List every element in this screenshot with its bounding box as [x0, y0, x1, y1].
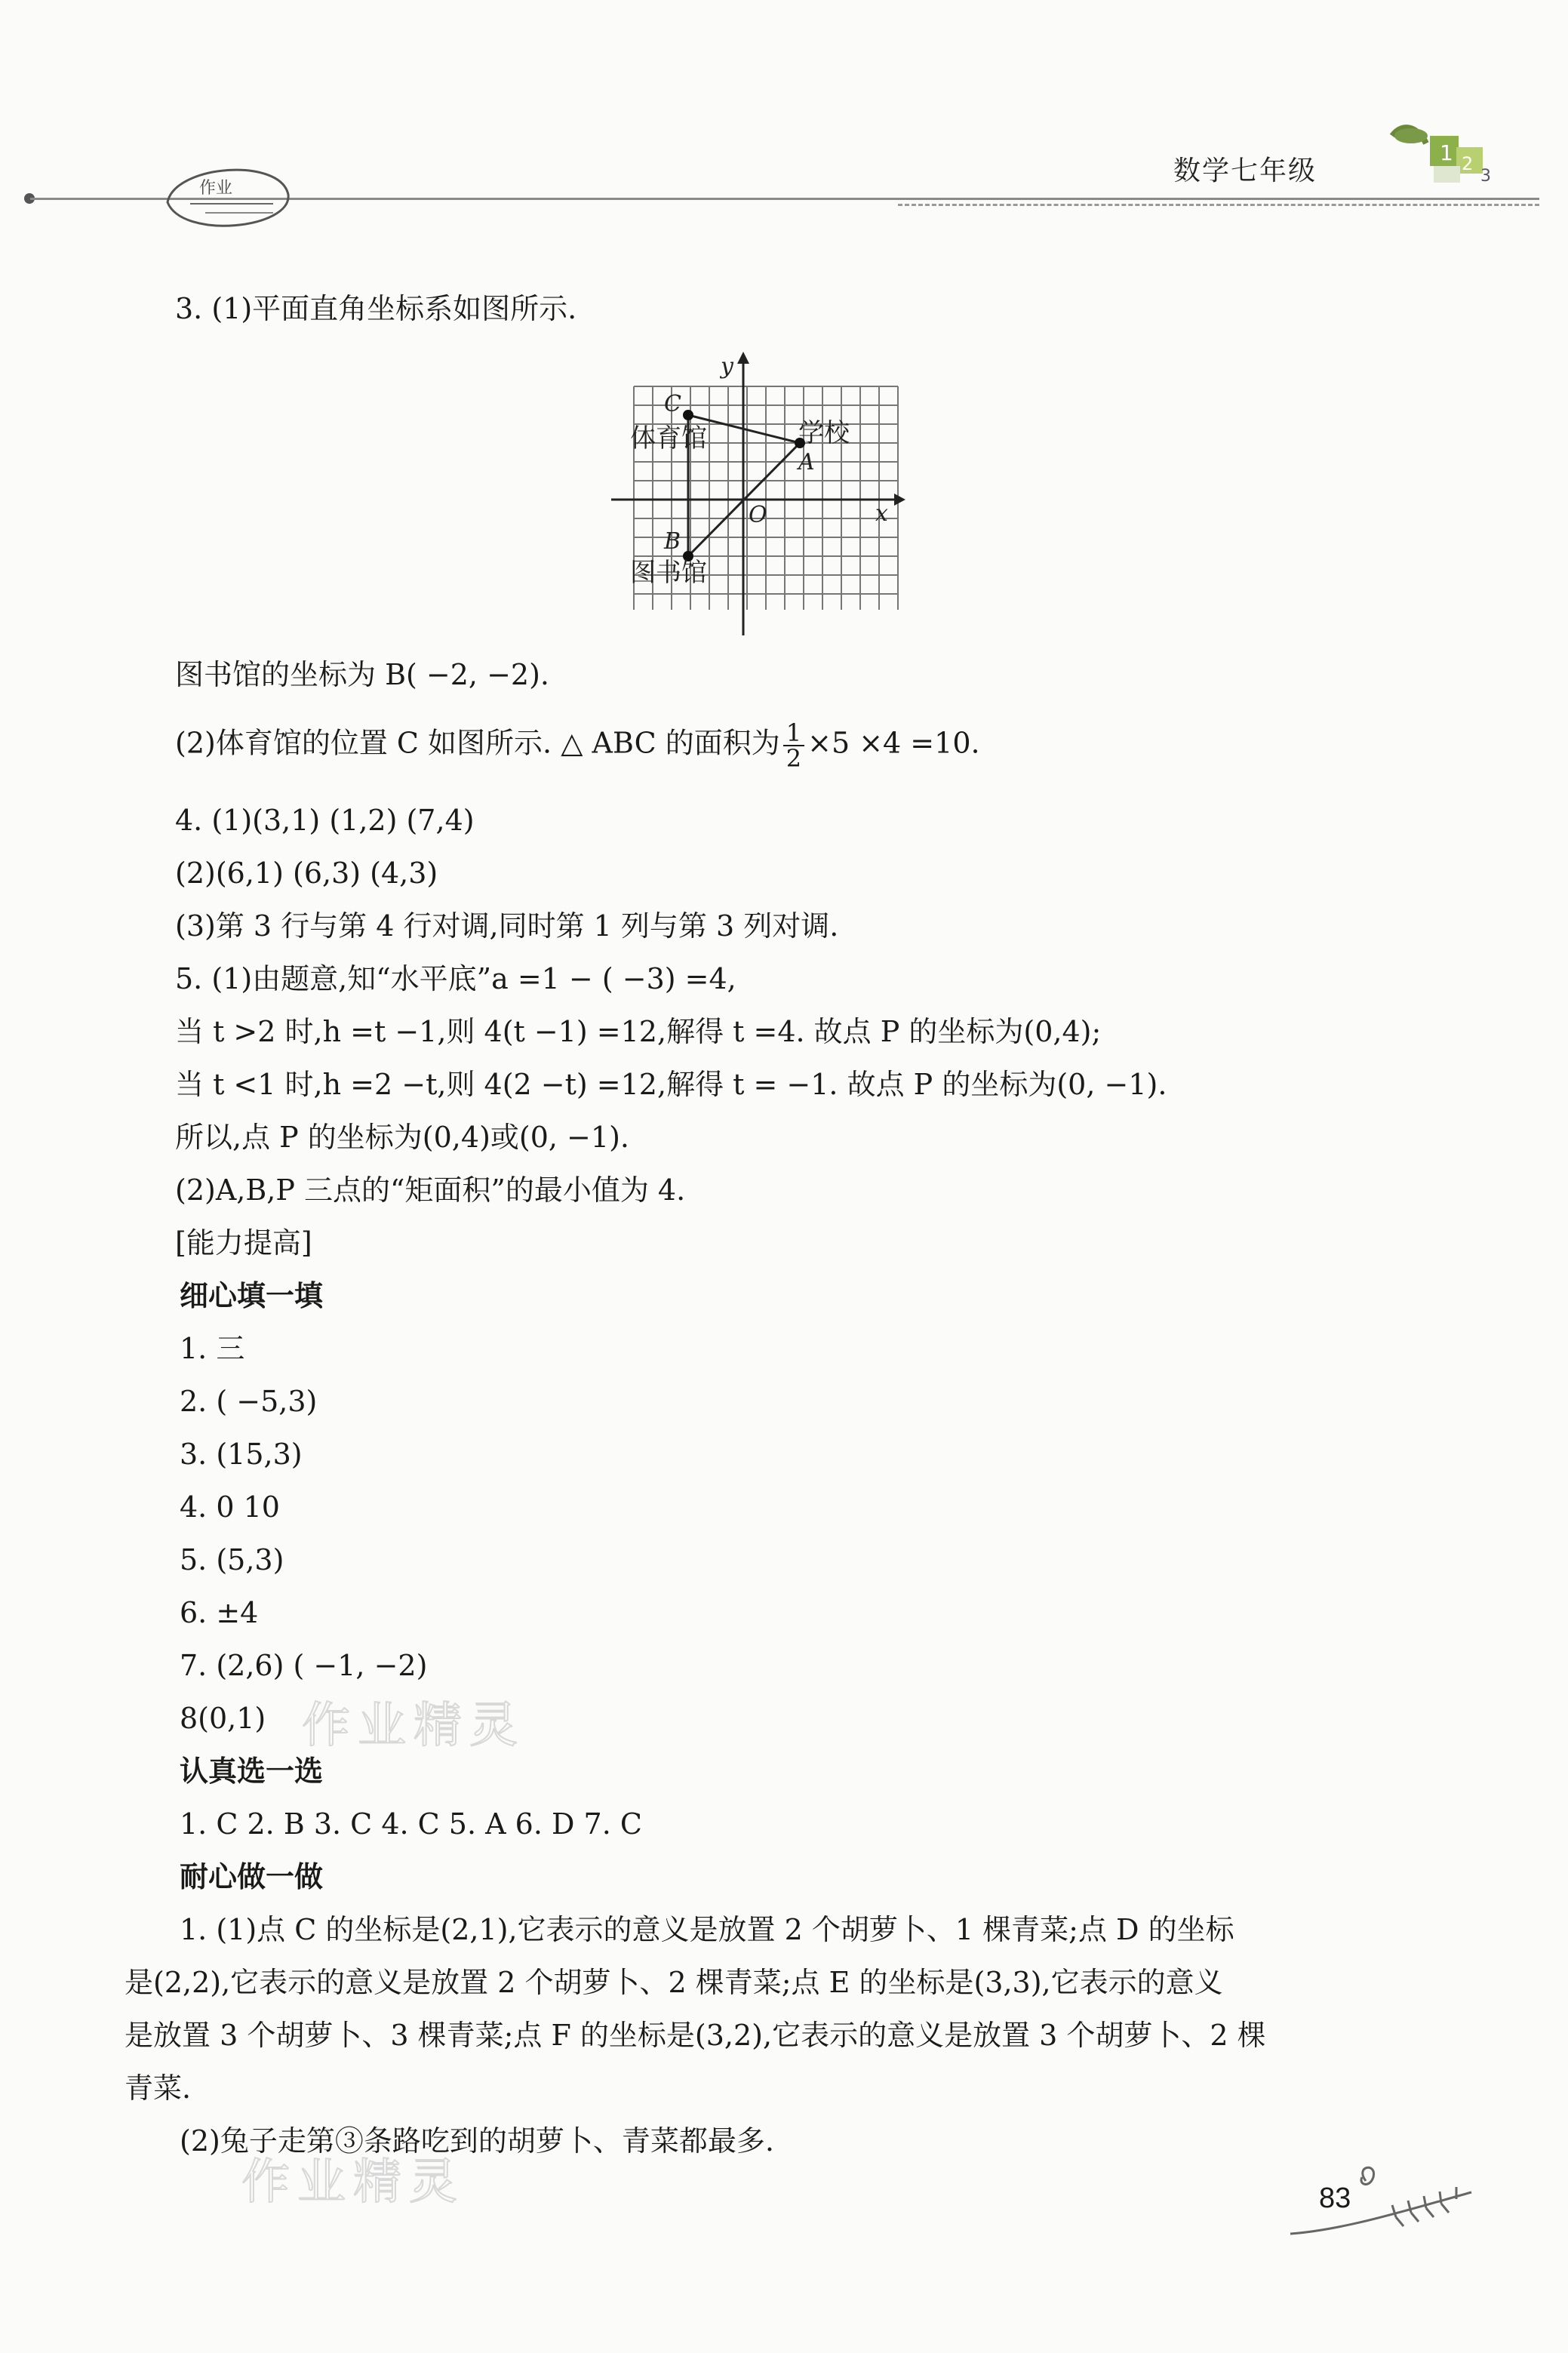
- point-label-c: C: [664, 391, 681, 417]
- do-q1-line4: 青菜.: [125, 2072, 192, 2105]
- q5-line4: 所以,点 P 的坐标为(0,4)或(0, −1).: [175, 1121, 629, 1154]
- point-label-a: A: [798, 449, 815, 475]
- svg-text:1: 1: [1440, 140, 1453, 165]
- page-number: 83: [1319, 2182, 1351, 2214]
- q5-line3: 当 t <1 时,h =2 −t,则 4(2 −t) =12,解得 t = −1. 故点 P 的坐标为(0, −1).: [175, 1068, 1167, 1101]
- axes: [611, 352, 905, 635]
- watermark: 作业精灵: [302, 1698, 525, 1754]
- origin-label: O: [749, 502, 767, 528]
- watermark-2: 作业精灵: [241, 2155, 465, 2210]
- q3-library-coord: 图书馆的坐标为 B( −2, −2).: [175, 658, 550, 691]
- do-q1-line3: 是放置 3 个胡萝卜、3 棵青菜;点 F 的坐标是(3,2),它表示的意义是放置 3 个胡萝卜、2 棵: [125, 2019, 1266, 2052]
- q5-line2: 当 t >2 时,h =t −1,则 4(t −1) =12,解得 t =4. 故点 P 的坐标为(0,4);: [175, 1015, 1102, 1048]
- q5-line5: (2)A,B,P 三点的“矩面积”的最小值为 4.: [175, 1173, 686, 1207]
- svg-text:3: 3: [1480, 167, 1491, 186]
- fill-item-1: 1. 三: [180, 1332, 245, 1365]
- fill-item-4: 4. 0 10: [180, 1490, 280, 1524]
- fill-item-3: 3. (15,3): [180, 1438, 303, 1471]
- fraction-numerator: 1: [783, 721, 804, 746]
- q3-part1: 3. (1)平面直角坐标系如图所示.: [175, 292, 577, 325]
- y-axis-arrow: [737, 352, 749, 364]
- do-q1-line1: 1. (1)点 C 的坐标是(2,1),它表示的意义是放置 2 个胡萝卜、1 棵青菜;点 D 的坐标: [180, 1913, 1234, 1946]
- choice-answers: 1. C 2. B 3. C 4. C 5. A 6. D 7. C: [180, 1807, 642, 1841]
- q4-part3: (3)第 3 行与第 4 行对调,同时第 1 列与第 3 列对调.: [175, 909, 839, 943]
- fill-item-5: 5. (5,3): [180, 1543, 284, 1576]
- fill-item-8: 8(0,1): [180, 1702, 266, 1735]
- do-q2: (2)兔子走第③条路吃到的胡萝卜、青菜都最多.: [180, 2124, 774, 2158]
- svg-text:2: 2: [1462, 153, 1474, 174]
- x-axis-arrow: [894, 494, 905, 506]
- section-choose-heading: 认真选一选: [180, 1755, 324, 1788]
- q5-line1: 5. (1)由题意,知“水平底”a =1 − ( −3) =4,: [175, 962, 736, 995]
- vine-decoration-icon: [1283, 2158, 1479, 2241]
- fraction-half: [783, 718, 804, 773]
- fraction-denominator: 2: [786, 744, 802, 773]
- fill-item-6: 6. ±4: [180, 1596, 259, 1629]
- fill-item-7: 7. (2,6) ( −1, −2): [180, 1649, 428, 1682]
- q4-part1: 4. (1)(3,1) (1,2) (7,4): [175, 804, 475, 837]
- point-label-b: B: [664, 528, 681, 555]
- q3-part2-formula: ×5 ×4 =10.: [807, 726, 980, 760]
- point-c: [683, 410, 693, 420]
- q3-part2-text: (2)体育馆的位置 C 如图所示. △ ABC 的面积为: [175, 726, 780, 760]
- fill-item-2: 2. ( −5,3): [180, 1385, 318, 1418]
- coordinate-figure: [0, 0, 1568, 679]
- section-ability: [能力提高]: [175, 1226, 312, 1260]
- header-title: 数学七年级: [1173, 155, 1317, 186]
- label-library: 图书馆: [630, 558, 707, 588]
- section-do-heading: 耐心做一做: [180, 1860, 324, 1893]
- q4-part2: (2)(6,1) (6,3) (4,3): [175, 857, 438, 890]
- label-school: 学校: [798, 418, 850, 448]
- x-axis-label: x: [875, 500, 888, 527]
- y-axis-label: y: [721, 353, 733, 380]
- section-fill-heading: 细心填一填: [180, 1279, 324, 1312]
- logo-text: 作业: [199, 179, 233, 198]
- do-q1-line2: 是(2,2),它表示的意义是放置 2 个胡萝卜、2 棵青菜;点 E 的坐标是(3,3),它表示的意义: [125, 1966, 1223, 1999]
- label-gym: 体育馆: [630, 423, 707, 454]
- figure-marks: [630, 391, 850, 588]
- q3-part2: [175, 718, 980, 773]
